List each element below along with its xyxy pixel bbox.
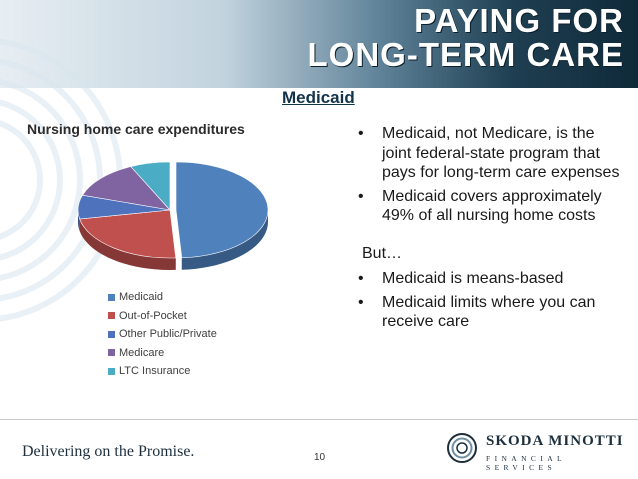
company-logo-icon [446, 432, 478, 464]
legend-item [108, 344, 217, 363]
bullet-item [358, 187, 620, 226]
legend-swatch [108, 294, 115, 301]
pie-chart [70, 160, 280, 285]
legend-label: LTC Insurance [119, 365, 191, 378]
legend-swatch [108, 312, 115, 319]
footer-divider [0, 419, 638, 420]
slide-title-line2: LONG-TERM CARE [307, 36, 624, 73]
legend-item [108, 362, 217, 381]
bullet-item [358, 124, 620, 183]
bullet-icon: • [358, 187, 364, 205]
legend-label: Other Public/Private [119, 328, 217, 341]
bullet-icon: • [358, 293, 364, 311]
bullet-text: Medicaid is means-based [382, 270, 564, 287]
legend-item [108, 307, 217, 326]
slide-title-line1: PAYING FOR [414, 2, 624, 39]
legend-label: Medicaid [119, 291, 164, 304]
bullet-item [358, 269, 620, 289]
bullet-icon: • [358, 270, 364, 287]
bullet-text: Medicaid, not Medicare, is the joint federal-state program that pays for long-term care expenses [382, 125, 620, 181]
slide-subtitle: Medicaid [282, 88, 355, 107]
bullet-text: Medicaid covers approximately 49% of all nursing home costs [382, 187, 602, 224]
chart-title: Nursing home care expenditures [27, 121, 245, 137]
footer-tagline: Delivering on the Promise. [22, 443, 195, 460]
legend-item [108, 288, 217, 307]
legend-label: Medicare [119, 346, 165, 359]
bullet-icon: • [358, 125, 364, 142]
but-label: But… [362, 244, 403, 262]
company-logo-subtitle: FINANCIAL SERVICES [486, 454, 566, 472]
legend-swatch [108, 349, 115, 356]
legend-swatch [108, 368, 115, 375]
legend-label: Out-of-Pocket [119, 309, 187, 322]
bullet-text: Medicaid limits where you can receive care [382, 293, 596, 330]
page-number: 10 [314, 452, 326, 463]
bullet-item [358, 293, 620, 332]
company-logo-name: SKODA MINOTTI [486, 433, 624, 449]
bullet-list [358, 124, 620, 336]
legend-swatch [108, 331, 115, 338]
chart-legend [108, 288, 217, 381]
legend-item [108, 325, 217, 344]
